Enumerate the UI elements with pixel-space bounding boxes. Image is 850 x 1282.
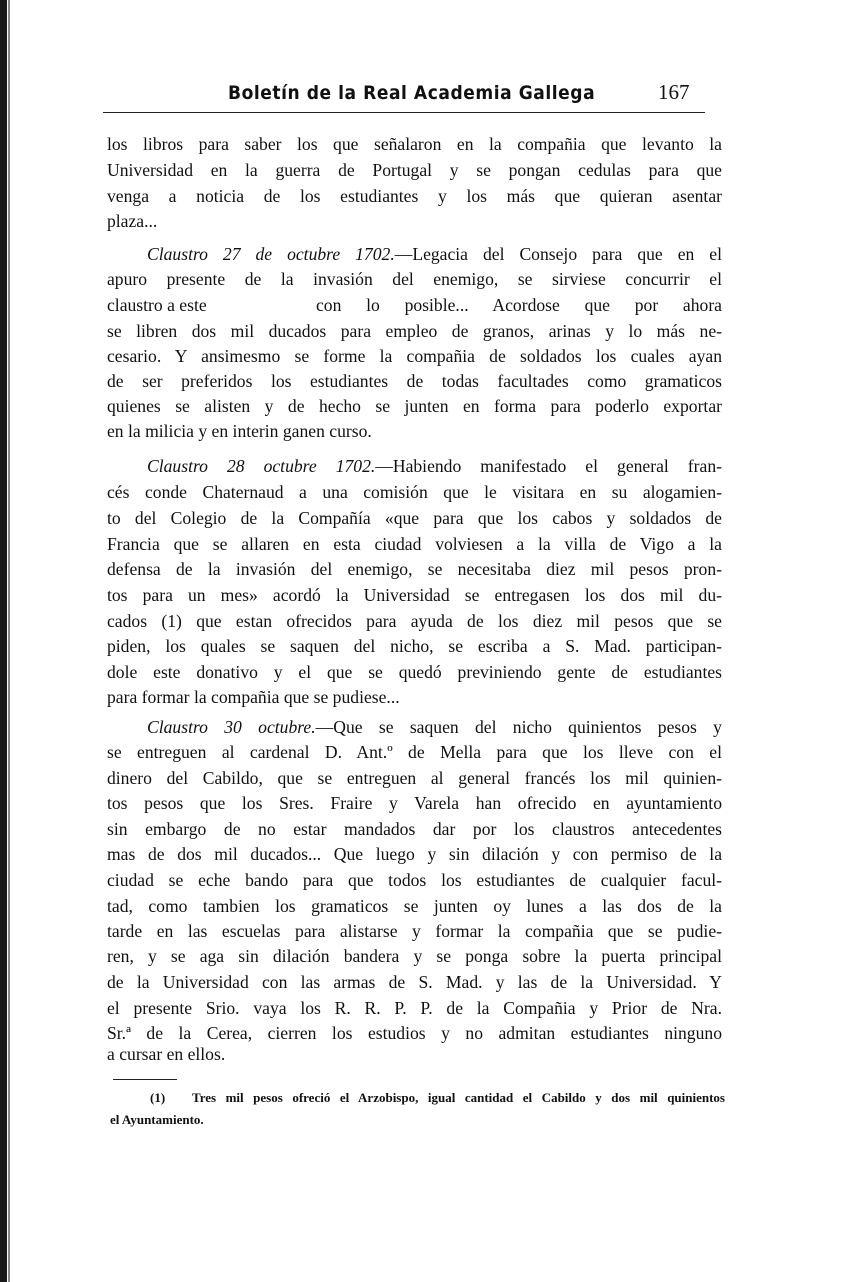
line-text: tos para un mes» acordó la Universidad se entregasen los dos mil du- (107, 585, 722, 605)
line-text: para formar la compañia que se pudiese... (107, 687, 400, 707)
line-text: dole este donativo y el que se quedó previniendo gente de estudiantes (107, 662, 722, 682)
line-text: sin embargo de no estar mandados dar por los claustros antecedentes (107, 819, 722, 839)
footnote-marker: (1) (150, 1090, 166, 1105)
scan-edge-shadow (8, 0, 10, 1282)
text-line (107, 345, 722, 367)
text-line (107, 686, 722, 708)
text-line (107, 133, 722, 155)
line-text: plaza... (107, 211, 158, 231)
text-line (107, 420, 722, 442)
line-text: tad, como tambien los gramaticos se junten oy lunes a las dos de la (107, 896, 722, 916)
footnote-rule (113, 1079, 177, 1080)
line-text: mas de dos mil ducados... Que luego y sin dilación y con permiso de la (107, 844, 722, 864)
text-line (147, 455, 722, 477)
text-line (107, 584, 722, 606)
text-line (107, 843, 722, 865)
text-line (107, 558, 722, 580)
text-line (107, 792, 722, 814)
page-number: 167 (658, 80, 690, 104)
text-line (147, 716, 722, 738)
running-head: Boletín de la Real Academia Gallega (228, 82, 596, 104)
line-text: venga a noticia de los estudiantes y los más que quieran asentar (107, 186, 722, 206)
line-text: ren, y se aga sin dilación bandera y se ponga sobre la puerta principal (107, 946, 722, 966)
line-text: Sr.ª de la Cerea, cierren los estudios y no admitan estudiantes ninguno (107, 1023, 722, 1043)
line-text: claustro a este (107, 295, 207, 315)
text-line (107, 895, 722, 917)
entry-heading: Claustro 27 de octubre 1702. (147, 244, 395, 264)
text-line (107, 1043, 722, 1065)
line-text: ciudad se eche bando para que todos los estudiantes de cualquier facul- (107, 870, 722, 890)
line-text: dinero del Cabildo, que se entreguen al general francés los mil quinien- (107, 768, 722, 788)
line-text: Universidad en la guerra de Portugal y se pongan cedulas para que (107, 160, 722, 180)
text-line (107, 185, 722, 207)
line-text: de ser preferidos los estudiantes de todas facultades como gramaticos (107, 371, 722, 391)
text-line (107, 507, 722, 529)
text-line (107, 661, 722, 683)
line-text: quienes se alisten y de hecho se junten en forma para poderlo exportar (107, 396, 722, 416)
text-line (107, 945, 722, 967)
text-line (107, 920, 722, 942)
text-line (107, 210, 722, 232)
line-text: de la Universidad con las armas de S. Mad. y las de la Universidad. Y (107, 972, 722, 992)
entry-heading: Claustro 30 octubre. (147, 717, 316, 737)
text-line (147, 243, 722, 265)
text-line (107, 533, 722, 555)
text-line (107, 971, 722, 993)
line-text: a cursar en ellos. (107, 1044, 226, 1064)
text-line (107, 1022, 722, 1044)
line-text: cados (1) que estan ofrecidos para ayuda de los diez mil pesos que se (107, 611, 722, 631)
line-text: tarde en las escuelas para alistarse y formar la compañia que se pudie- (107, 921, 722, 941)
line-text: Francia que se allaren en esta ciudad volviesen a la villa de Vigo a la (107, 534, 722, 554)
text-line (107, 159, 722, 181)
text-line (107, 294, 722, 316)
line-text: —Habiendo manifestado el general fran- (375, 456, 722, 476)
line-text: —Que se saquen del nicho quinientos pesos y (315, 717, 722, 737)
line-text: los libros para saber los que señalaron en la compañia que levanto la (107, 134, 722, 154)
line-text: cés conde Chaternaud a una comisión que le visitara en su alogamien- (107, 482, 722, 502)
line-text: piden, los quales se saquen del nicho, se escriba a S. Mad. participan- (107, 636, 722, 656)
entry-heading: Claustro 28 octubre 1702. (147, 456, 376, 476)
text-line (107, 320, 722, 342)
scan-edge (0, 0, 7, 1282)
line-text: se entreguen al cardenal D. Ant.º de Mella para que los lleve con el (107, 742, 722, 762)
text-line-continuation: con lo posible... Acordose que por ahora (316, 295, 722, 315)
text-line (107, 741, 722, 763)
line-text: apuro presente de la invasión del enemigo, se sirviese concurrir el (107, 269, 722, 289)
text-line (107, 370, 722, 392)
text-line (107, 395, 722, 417)
text-line (107, 869, 722, 891)
line-text: cesario. Y ansimesmo se forme la compañia de soldados los cuales ayan (107, 346, 722, 366)
text-line (107, 268, 722, 290)
line-text: defensa de la invasión del enemigo, se necesitaba diez mil pesos pron- (107, 559, 722, 579)
line-text: —Legacia del Consejo para que en el (394, 244, 722, 264)
text-line (107, 997, 722, 1019)
line-text: se libren dos mil ducados para empleo de granos, arinas y lo más ne- (107, 321, 722, 341)
text-line (107, 818, 722, 840)
text-line (107, 767, 722, 789)
line-text: tos pesos que los Sres. Fraire y Varela han ofrecido en ayuntamiento (107, 793, 722, 813)
header-rule (103, 112, 705, 113)
line-text: el presente Srio. vaya los R. R. P. P. de la Compañia y Prior de Nra. (107, 998, 722, 1018)
footnote-line: Tres mil pesos ofreció el Arzobispo, igual cantidad el Cabildo y dos mil quinientos (192, 1090, 725, 1105)
text-line (107, 481, 722, 503)
line-text: to del Colegio de la Compañía «que para que los cabos y soldados de (107, 508, 722, 528)
text-line (107, 610, 722, 632)
text-line (107, 635, 722, 657)
footnote-line: el Ayuntamiento. (110, 1112, 204, 1127)
line-text: en la milicia y en interin ganen curso. (107, 421, 372, 441)
